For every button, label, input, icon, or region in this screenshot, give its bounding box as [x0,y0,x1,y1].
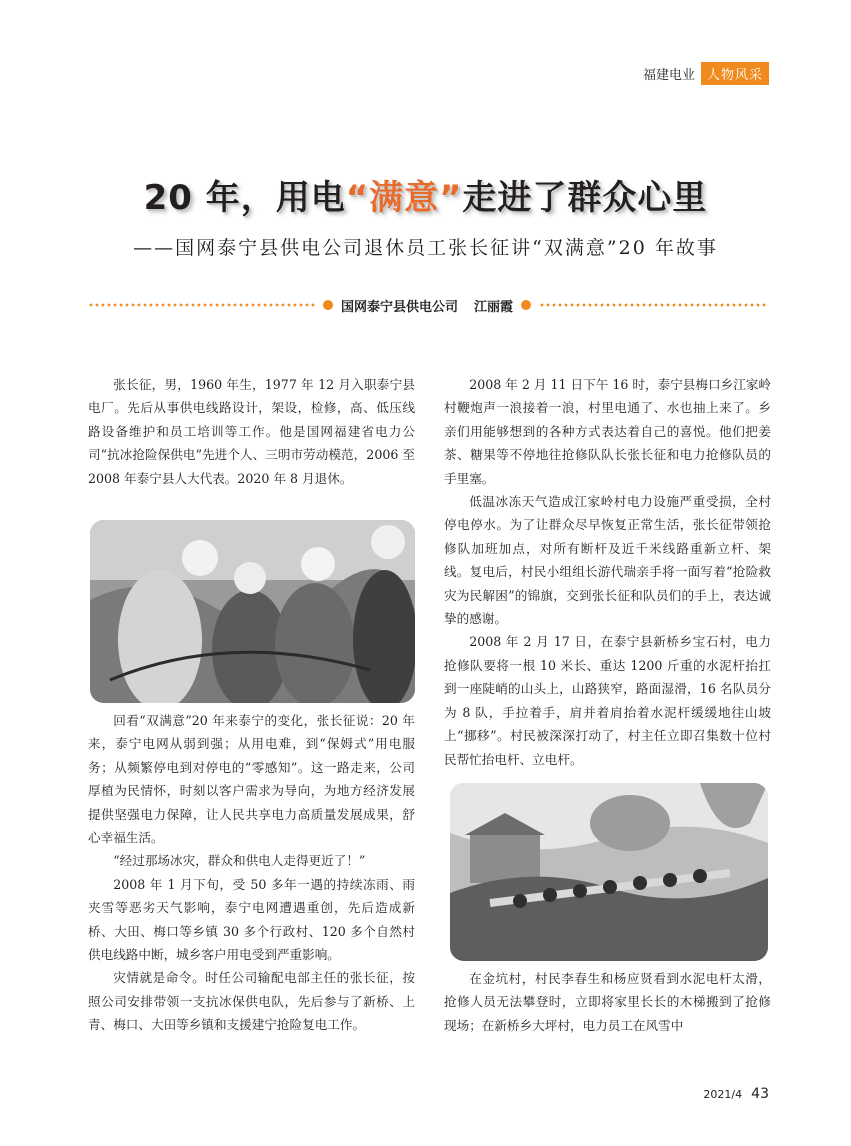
left-column-bottom [88,709,415,1037]
article-title [0,170,851,219]
byline [341,296,513,315]
paragraph: 2008 年 2 月 17 日，在泰宁县新桥乡宝石村，电力抢修队要将一根 10 米长、重达 1200 斤重的水泥杆抬扛到一座陡峭的山头上，山路狭窄，路面湿滑，16 名队员分为 8 队，手拉着手，肩并着肩抬着水泥杆缓缓地往山坡上“挪移”。村民被深深打动了，村主任立即召集数十位村民帮忙抬电杆、立电杆。 [444,634,771,767]
article-subtitle: ——国网泰宁县供电公司退休员工张长征讲“双满意”20 年故事 [133,237,718,259]
column-header [643,62,769,85]
page-number: 43 [751,1086,769,1102]
column-label: 人物风采 [701,62,769,85]
title-prefix: 20 年，用电 [143,178,346,218]
title-suffix: 走进了群众心里 [462,178,708,218]
paragraph: 在金坑村，村民李春生和杨应贤看到水泥电杆太滑，抢修人员无法攀登时，立即将家里长长的木梯搬到了抢修现场；在新桥乡大坪村，电力员工在风雪中 [444,971,771,1033]
villagers-carrying-pole-photo-image [450,783,768,961]
right-column-top [444,373,771,771]
paragraph: 张长征，男，1960 年生，1977 年 12 月入职泰宁县电厂。先后从事供电线路设计，架设，检修，高、低压线路设备维护和员工培训等工作。他是国网福建省电力公司“抗冰抢险保供电”先进个人、三明市劳动模范，2006 至 2008 年泰宁县人大代表。2020 年 8 月退休。 [88,377,415,486]
repair-crew-photo-image [90,520,415,703]
paragraph: 回看“双满意”20 年来泰宁的变化，张长征说：20 年来，泰宁电网从弱到强；从用电难，到“保姆式”用电服务；从频繁停电到对停电的“零感知”。这一路走来，公司厚植为民情怀，时刻以客户需求为导向，为地方经济发展提供坚强电力保障，让人民共享电力高质量发展成果，舒心幸福生活。 [88,713,415,846]
paragraph: 2008 年 2 月 11 日下午 16 时，泰宁县梅口乡江家岭村鞭炮声一浪接着一浪，村里电通了、水也抽上来了。乡亲们用能够想到的各种方式表达着自己的喜悦。他们把姜茶、糖果等不停地往抢修队队长张长征和电力抢修队员的手里塞。 [444,377,771,486]
right-column-bottom [444,967,771,1037]
byline-author: 江丽霞 [474,299,514,315]
villagers-carrying-pole-photo [450,783,768,961]
dotted-rule-left [88,302,315,308]
repair-crew-photo [90,520,415,703]
issue-date: 2021/4 [703,1088,743,1101]
paragraph: 2008 年 1 月下旬，受 50 多年一遇的持续冻雨、雨夹雪等恶劣天气影响，泰宁电网遭遇重创，先后造成新桥、大田、梅口等乡镇 30 多个行政村、120 多个自然村供电线路中断，城乡客户用电受到严重影响。 [88,876,415,963]
paragraph: 灾情就是命令。时任公司输配电部主任的张长征，按照公司安排带领一支抗冰保供电队，先后参与了新桥、上青、梅口、大田等乡镇和支援建宁抢险复电工作。 [88,970,415,1033]
orange-bullet-icon [521,300,531,310]
dotted-rule-right [539,302,766,308]
magazine-name: 福建电业 [642,68,695,83]
title-highlight: “满意” [345,178,463,218]
byline-row [88,296,766,314]
orange-bullet-icon [323,300,333,310]
paragraph: 低温冰冻天气造成江家岭村电力设施严重受损，全村停电停水。为了让群众尽早恢复正常生活，张长征带领抢修队加班加点，对所有断杆及近千米线路重新立杆、架线。复电后，村民小组组长游代瑞亲手将一面写着“抢险救灾为民解困”的锦旗，交到张长征和队员们的手上，表达诚挚的感谢。 [444,494,771,627]
byline-org: 国网泰宁县供电公司 [340,299,458,315]
page-footer [703,1083,769,1102]
paragraph-quote: “经过那场冰灾，群众和供电人走得更近了！” [113,853,366,869]
left-column-top [88,373,415,490]
